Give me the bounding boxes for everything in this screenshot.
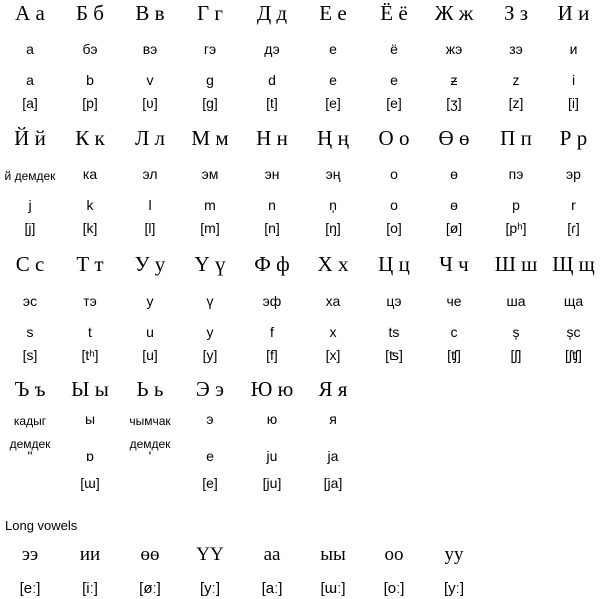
cell-translit: y (206, 324, 214, 340)
cell-ipa: [ɯ] (80, 475, 100, 491)
cell-translit: e (206, 448, 214, 464)
cell-letter: Ь ь (136, 377, 164, 401)
cell-letter: Ш ш (494, 252, 538, 276)
cell-translit: ju (266, 448, 278, 464)
cell-name: ка (82, 166, 98, 182)
cell-letter: Ё ё (380, 1, 408, 25)
cell-translit: ja (327, 448, 339, 464)
cell-ipa: [tʰ] (81, 347, 99, 363)
cell-ipa: [ja] (323, 475, 343, 491)
cell-translit: s (26, 324, 34, 340)
cell-name: эм (201, 166, 219, 182)
cell-ipa: [t] (266, 95, 278, 111)
cell-letter: Ю ю (250, 377, 294, 401)
cell-translit: p (512, 197, 520, 213)
cell-letter: К к (75, 126, 105, 150)
cell-ipa: [a] (22, 95, 38, 111)
cell-name: о (390, 166, 398, 182)
cell-name: эл (142, 166, 158, 182)
cell-translit: f (270, 324, 274, 340)
cell-name: й демдек (4, 169, 56, 183)
long-vowel-letters: уу (444, 544, 464, 565)
cell-ipa: [ʃʧ] (565, 347, 582, 363)
cell-letter: Р р (559, 126, 588, 150)
cell-name: бэ (82, 41, 98, 57)
cell-letter: Й й (14, 126, 46, 150)
cell-ipa: [p] (82, 95, 98, 111)
cell-name: пэ (508, 166, 524, 182)
cell-name: ю (266, 411, 278, 427)
cell-name: е (329, 41, 337, 57)
cell-letter: М м (191, 126, 229, 150)
cell-ipa: [x] (325, 347, 341, 363)
cell-ipa: [ɾ] (567, 220, 580, 236)
cell-name: и (569, 41, 578, 57)
cell-name: эң (325, 166, 341, 182)
cell-ipa: [j] (24, 220, 36, 236)
cell-letter: Я я (318, 377, 348, 401)
long-vowel-ipa: [yː] (199, 580, 220, 597)
long-vowel-ipa: [ɯː] (320, 580, 346, 597)
cell-name: вэ (142, 41, 158, 57)
cell-translit: șc (566, 324, 581, 340)
cell-letter: Х х (317, 252, 349, 276)
cell-letter: Ж ж (434, 1, 474, 25)
cell-name: ша (506, 293, 526, 309)
cell-translit: ɒ (86, 448, 94, 464)
cell-letter: Ы ы (71, 377, 109, 401)
cell-ipa: [ŋ] (325, 220, 341, 236)
cell-name: а (26, 41, 34, 57)
cell-ipa: [n] (264, 220, 280, 236)
cell-name: ө (450, 166, 458, 182)
cell-translit: m (204, 197, 216, 213)
cell-translit: ts (388, 324, 400, 340)
long-vowel-ipa: [iː] (82, 580, 98, 597)
cell-name: эр (566, 166, 581, 182)
cell-letter: Т т (76, 252, 104, 276)
cell-translit: k (86, 197, 94, 213)
cell-ipa: [s] (22, 347, 38, 363)
cell-ipa: [m] (200, 220, 220, 236)
cell-name: жэ (445, 41, 463, 57)
cell-ipa: [ʋ] (142, 95, 158, 111)
long-vowel-ipa: [oː] (383, 580, 405, 597)
cell-letter: Щ щ (552, 252, 595, 276)
cell-letter: Ъ ъ (14, 377, 46, 401)
long-vowel-letters: ыы (320, 544, 346, 565)
cell-ipa: [ʦ] (385, 347, 403, 363)
cell-letter: Ч ч (439, 252, 469, 276)
cell-letter: Н н (256, 126, 288, 150)
long-vowel-ipa: [eː] (19, 580, 41, 597)
cell-translit: x (329, 324, 337, 340)
cell-ipa: [e] (202, 475, 218, 491)
cell-ipa: [g] (202, 95, 218, 111)
cell-translit: ƶ (450, 72, 458, 88)
cell-name: ха (325, 293, 341, 309)
cell-name: че (446, 293, 462, 309)
cell-translit: e (329, 72, 337, 88)
cell-letter: А а (15, 1, 45, 25)
cell-name: ё (390, 41, 398, 57)
cell-name: ү (206, 293, 214, 309)
cell-ipa: [o] (386, 220, 402, 236)
cell-name: у (146, 293, 154, 309)
cell-letter: П п (500, 126, 532, 150)
cell-letter: Д д (256, 1, 288, 25)
cell-ipa: [ju] (262, 475, 282, 491)
cell-ipa: [k] (82, 220, 98, 236)
cell-ipa: [pʰ] (505, 220, 527, 236)
cell-ipa: [u] (142, 347, 158, 363)
cell-name: эф (262, 293, 282, 309)
long-vowel-ipa: [yː] (443, 580, 464, 597)
cell-ipa: [e] (386, 95, 402, 111)
cell-name: ща (563, 293, 584, 309)
cell-ipa: [z] (508, 95, 524, 111)
cell-ipa: [y] (202, 347, 218, 363)
long-vowel-ipa: [øː] (139, 580, 161, 597)
cell-ipa: [ø] (445, 220, 463, 236)
cell-letter: Б б (76, 1, 104, 25)
cell-letter: Э э (195, 377, 225, 401)
cell-name: зэ (509, 41, 523, 57)
cell-translit: g (206, 72, 214, 88)
long-vowel-letters: өө (140, 544, 160, 565)
cell-translit: ө (450, 197, 458, 213)
cell-name: тэ (83, 293, 97, 309)
cell-ipa: [e] (325, 95, 341, 111)
cell-translit: ʹ (148, 448, 152, 464)
cell-letter: Ү ү (194, 252, 226, 276)
long-vowel-letters: ээ (21, 544, 39, 565)
cell-name: чымчак демдек (129, 414, 171, 451)
long-vowel-letters: ҮҮ (196, 544, 224, 565)
cell-letter: В в (135, 1, 165, 25)
cell-translit: ș (512, 324, 520, 340)
cell-translit: a (26, 72, 34, 88)
cell-ipa: [ʧ] (447, 347, 461, 363)
cell-letter: Л л (135, 126, 165, 150)
cell-letter: Ө ө (438, 126, 470, 150)
cell-letter: О о (378, 126, 410, 150)
cell-translit: l (148, 197, 152, 213)
cell-translit: ņ (329, 197, 337, 213)
cell-translit: b (86, 72, 94, 88)
cell-letter: Е е (319, 1, 347, 25)
cell-translit: o (390, 197, 398, 213)
cell-name: э (206, 411, 214, 427)
cell-name: цэ (386, 293, 402, 309)
cell-letter: С с (15, 252, 45, 276)
cell-ipa: [ʃ] (510, 347, 522, 363)
cell-name: эс (22, 293, 38, 309)
cell-letter: Ф ф (254, 252, 290, 276)
cell-translit: t (88, 324, 92, 340)
cell-name: кадыг демдек (9, 414, 51, 451)
long-vowel-ipa: [aː] (261, 580, 283, 597)
cell-ipa: [f] (266, 347, 278, 363)
cell-translit: d (268, 72, 276, 88)
cell-ipa: [i] (568, 95, 579, 111)
cell-ipa: [l] (144, 220, 156, 236)
cell-name: дэ (264, 41, 280, 57)
cell-name: эн (264, 166, 280, 182)
cell-translit: ʺ (27, 448, 33, 464)
cell-letter: З з (503, 1, 529, 25)
cell-translit: z (512, 72, 520, 88)
cell-translit: e (390, 72, 398, 88)
cell-ipa: [ʒ] (446, 95, 462, 111)
cell-letter: Ң ң (317, 126, 349, 150)
long-vowels-heading: Long vowels (5, 518, 78, 533)
cell-translit: u (146, 324, 154, 340)
long-vowel-letters: оо (384, 544, 404, 565)
cell-name: ы (84, 411, 96, 427)
cell-letter: Ц ц (378, 252, 410, 276)
cell-letter: И и (557, 1, 590, 25)
cell-translit: c (450, 324, 458, 340)
cell-translit: v (146, 72, 154, 88)
cell-name: гэ (203, 41, 217, 57)
long-vowel-letters: аа (263, 544, 281, 565)
cell-translit: i (571, 72, 576, 88)
cell-translit: n (268, 197, 276, 213)
cell-letter: У у (134, 252, 166, 276)
cell-translit: r (571, 197, 576, 213)
cell-name: я (329, 411, 337, 427)
long-vowel-letters: ии (79, 544, 101, 565)
cell-letter: Г г (196, 1, 223, 25)
cell-translit: j (28, 197, 32, 213)
